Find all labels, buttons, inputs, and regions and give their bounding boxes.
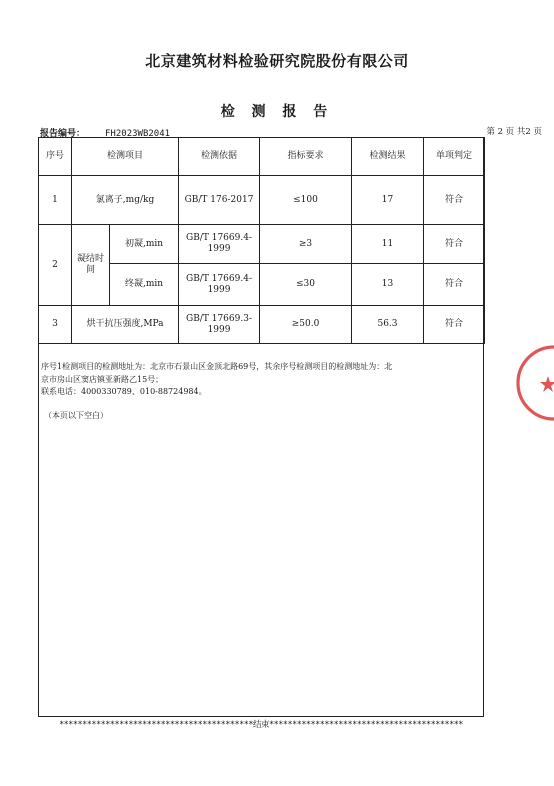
cell-basis: GB/T 176-2017 xyxy=(179,176,260,225)
end-line: ******************************************结束****************************************** xyxy=(59,720,463,730)
cell-basis: GB/T 17669.3-1999 xyxy=(179,306,260,344)
cell-basis: GB/T 17669.4-1999 xyxy=(179,225,260,264)
cell-seq: 1 xyxy=(39,176,72,225)
cell-verdict: 符合 xyxy=(424,306,485,344)
note-line: 联系电话：4000330789、010-88724984。 xyxy=(41,387,207,396)
cell-result: 13 xyxy=(352,264,424,306)
cell-item-group: 凝结时间 xyxy=(72,225,110,306)
cell-seq: 3 xyxy=(39,306,72,344)
cell-subitem: 初凝,min xyxy=(110,225,179,264)
notes xyxy=(41,361,483,399)
header-result: 检测结果 xyxy=(352,138,424,176)
cell-verdict: 符合 xyxy=(424,264,485,306)
header-seq: 序号 xyxy=(39,138,72,176)
report-number-value: FH2023WB2041 xyxy=(105,129,171,139)
table-row xyxy=(39,176,485,225)
cell-verdict: 符合 xyxy=(424,225,485,264)
cell-result: 17 xyxy=(352,176,424,225)
cell-item: 烘干抗压强度,MPa xyxy=(72,306,179,344)
table-row xyxy=(39,225,485,264)
page-number: 第 2 页 共2 页 xyxy=(486,127,542,137)
blank-remark: （本页以下空白） xyxy=(44,411,108,420)
cell-result: 56.3 xyxy=(352,306,424,344)
cell-item: 氯离子,mg/kg xyxy=(72,176,179,225)
header-verdict: 单项判定 xyxy=(424,138,485,176)
cell-requirement: ≥50.0 xyxy=(260,306,352,344)
cell-requirement: ≥3 xyxy=(260,225,352,264)
cell-seq: 2 xyxy=(39,225,72,306)
cell-requirement: ≤100 xyxy=(260,176,352,225)
cell-basis: GB/T 17669.4-1999 xyxy=(179,264,260,306)
table-row xyxy=(39,306,485,344)
cell-requirement: ≤30 xyxy=(260,264,352,306)
note-line: 京市房山区窦店镇亚新路乙15号； xyxy=(41,374,164,384)
header-requirement: 指标要求 xyxy=(260,138,352,176)
document-title: 检 测 报 告 xyxy=(220,104,334,120)
header-item: 检测项目 xyxy=(72,138,179,176)
table-header-row xyxy=(39,138,485,176)
company-name: 北京建筑材料检验研究院股份有限公司 xyxy=(145,52,409,70)
cell-result: 11 xyxy=(352,225,424,264)
note-line: 序号1检测项目的检测地址为：北京市石景山区金顶北路69号，其余序号检测项目的检测地址为：北 xyxy=(41,362,393,371)
cell-verdict: 符合 xyxy=(424,176,485,225)
cell-subitem: 终凝,min xyxy=(110,264,179,306)
red-seal-stamp xyxy=(514,338,554,428)
header-basis: 检测依据 xyxy=(179,138,260,176)
report-number-label: 报告编号： xyxy=(40,129,86,139)
results-table xyxy=(38,137,485,344)
